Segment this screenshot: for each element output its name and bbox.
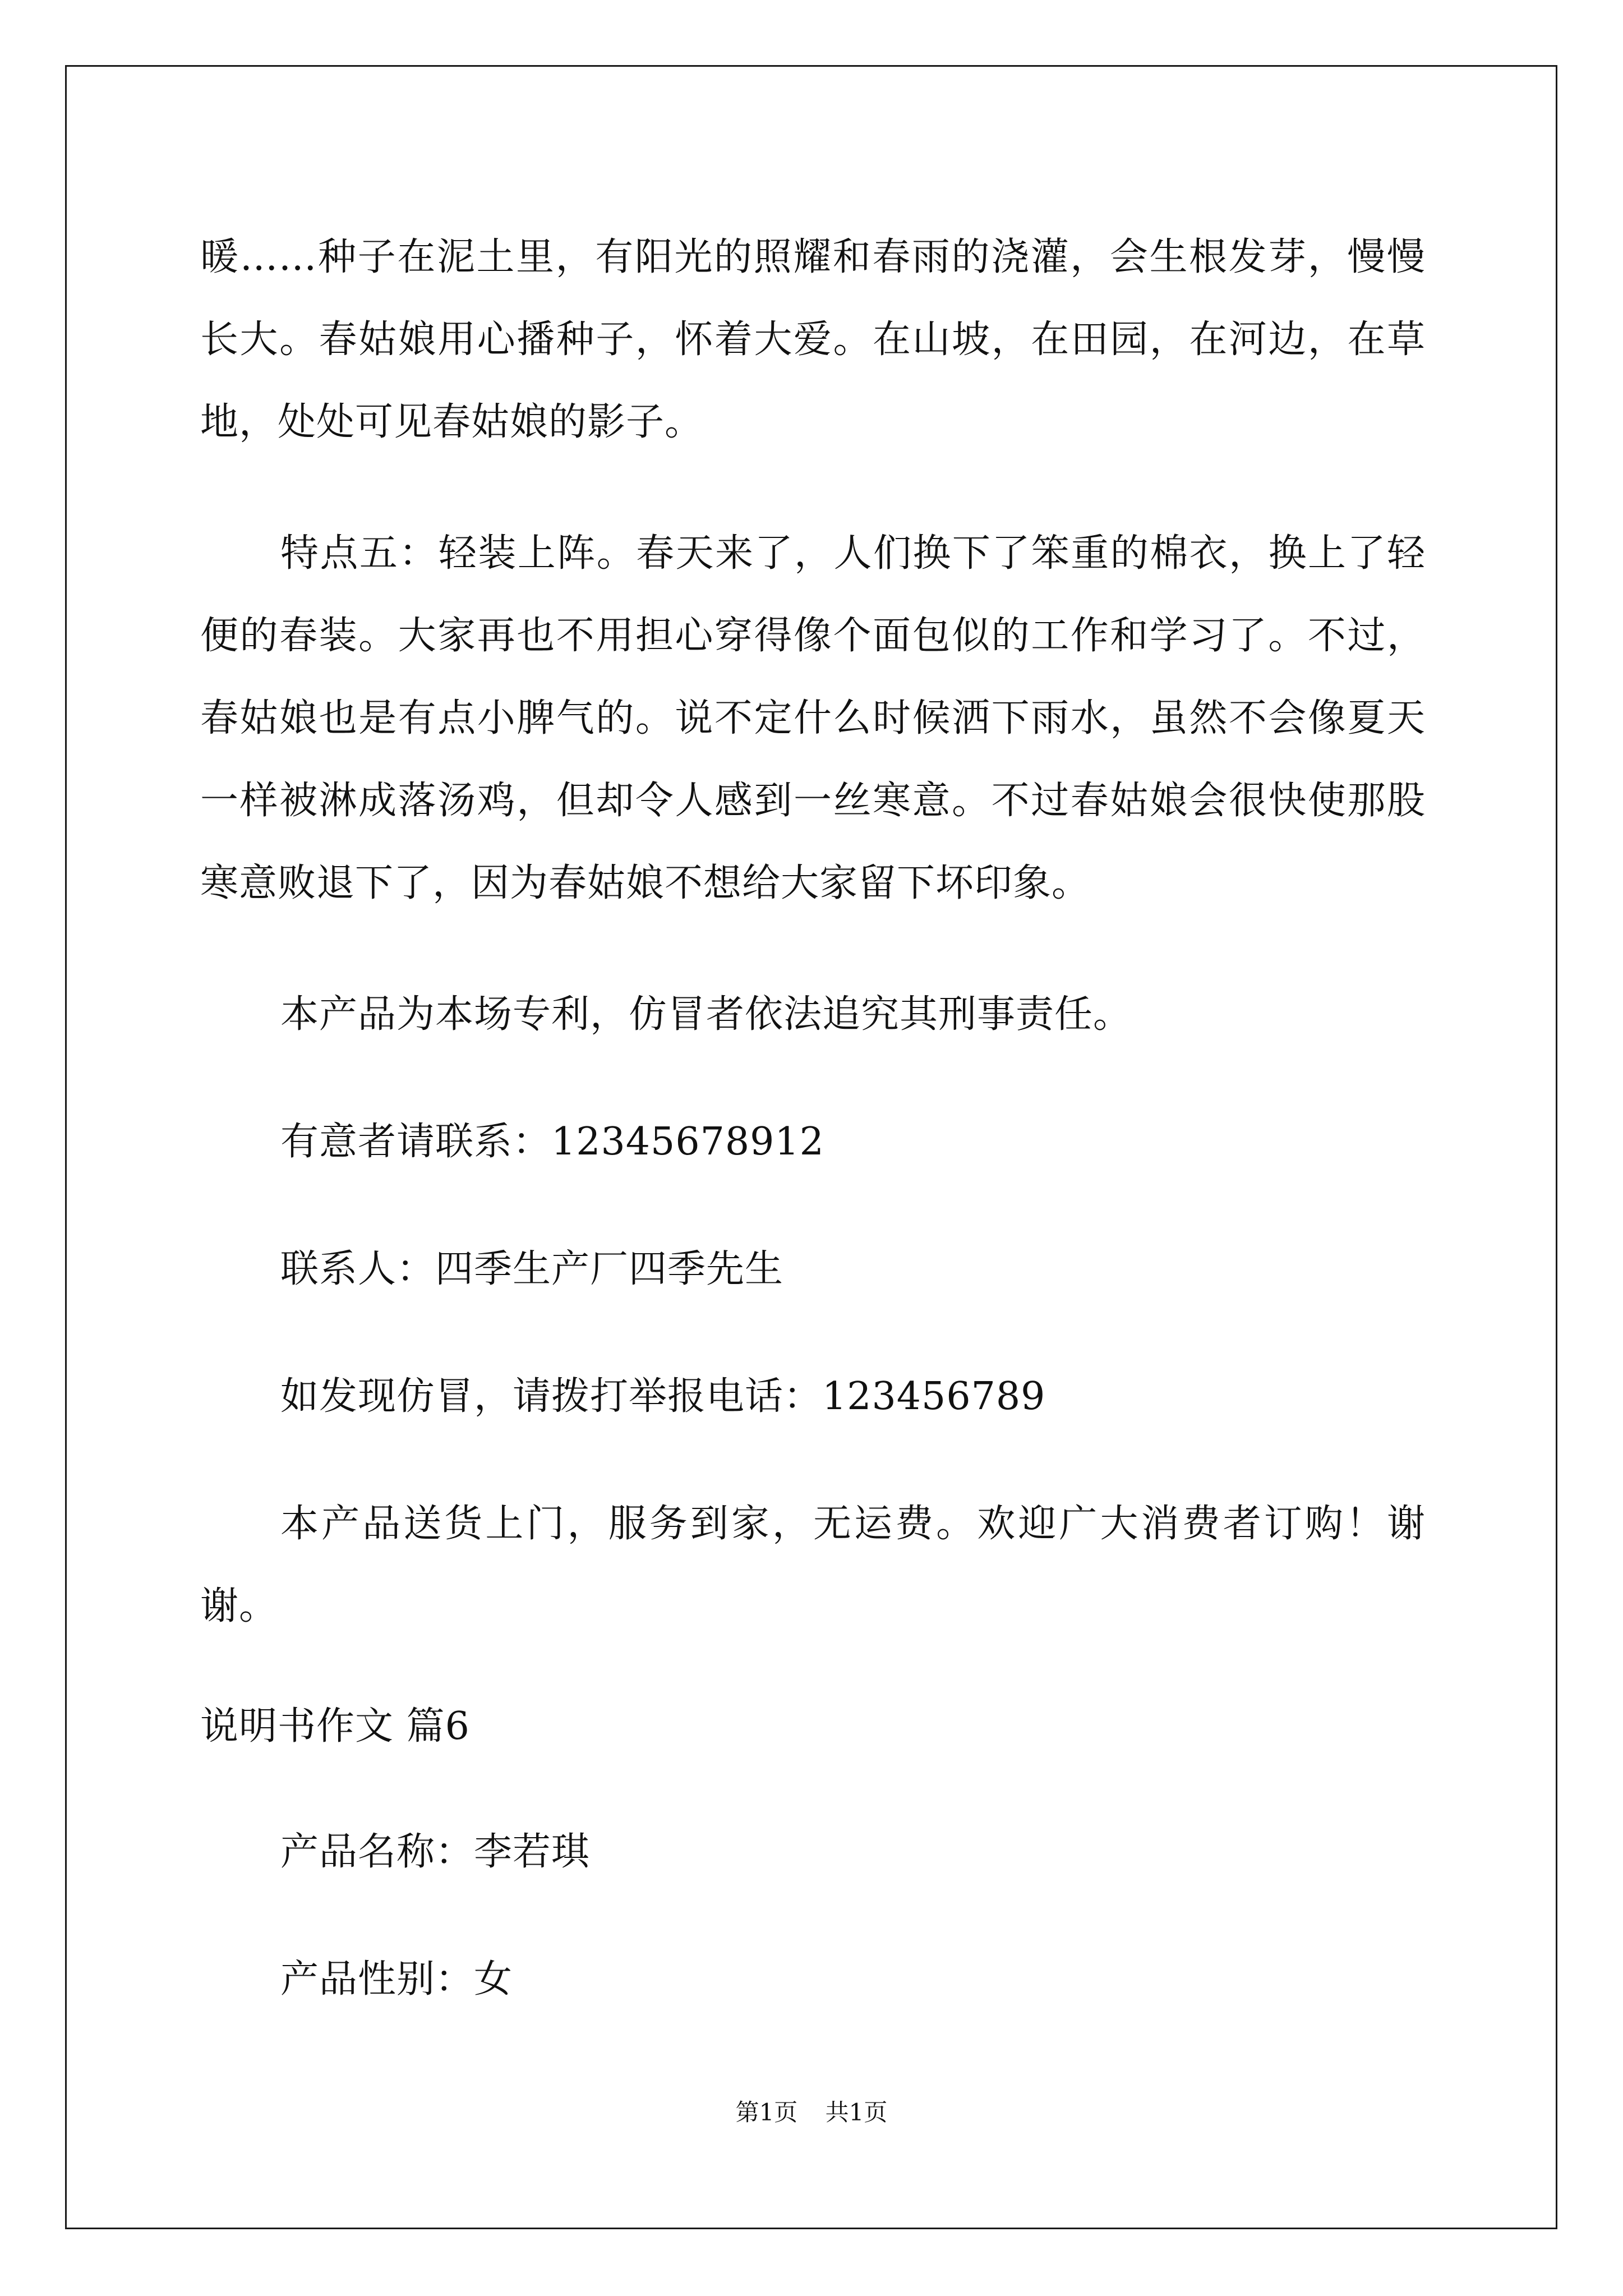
page-number-total: 共1页	[825, 2099, 888, 2126]
document-body	[200, 216, 1426, 2065]
paragraph-contact-phone: 有意者请联系：12345678912	[280, 1120, 824, 1164]
paragraph-product-gender: 产品性别：女	[280, 1957, 513, 2001]
paragraph-report-phone: 如发现仿冒，请拨打举报电话：123456789	[280, 1374, 1046, 1419]
paragraph-product-name: 产品名称：李若琪	[280, 1830, 591, 1874]
paragraph-feature-five: 特点五：轻装上阵。春天来了，人们换下了笨重的棉衣，换上了轻便的春装。大家再也不用担心穿得像个面包似的工作和学习了。不过，春姑娘也是有点小脾气的。说不定什么时候洒下雨水，虽然不会像夏天一样被淋成落汤鸡，但却令人感到一丝寒意。不过春姑娘会很快使那股寒意败退下了，因为春姑娘不想给大家留下坏印象。	[200, 531, 1426, 905]
paragraph-spring-seeds: 暖……种子在泥土里，有阳光的照耀和春雨的浇灌，会生根发芽，慢慢长大。春姑娘用心播种子，怀着大爱。在山坡，在田园，在河边，在草地，处处可见春姑娘的影子。	[200, 235, 1426, 444]
page-number-current: 第1页	[735, 2099, 798, 2126]
page-footer	[0, 2096, 1623, 2129]
paragraph-delivery-notice: 本产品送货上门，服务到家，无运费。欢迎广大消费者订购！谢谢。	[200, 1502, 1426, 1628]
section-heading: 说明书作文 篇6	[200, 1704, 470, 1749]
paragraph-patent-notice: 本产品为本场专利，仿冒者依法追究其刑事责任。	[280, 992, 1132, 1037]
paragraph-contact-person: 联系人：四季生产厂四季先生	[280, 1247, 784, 1291]
